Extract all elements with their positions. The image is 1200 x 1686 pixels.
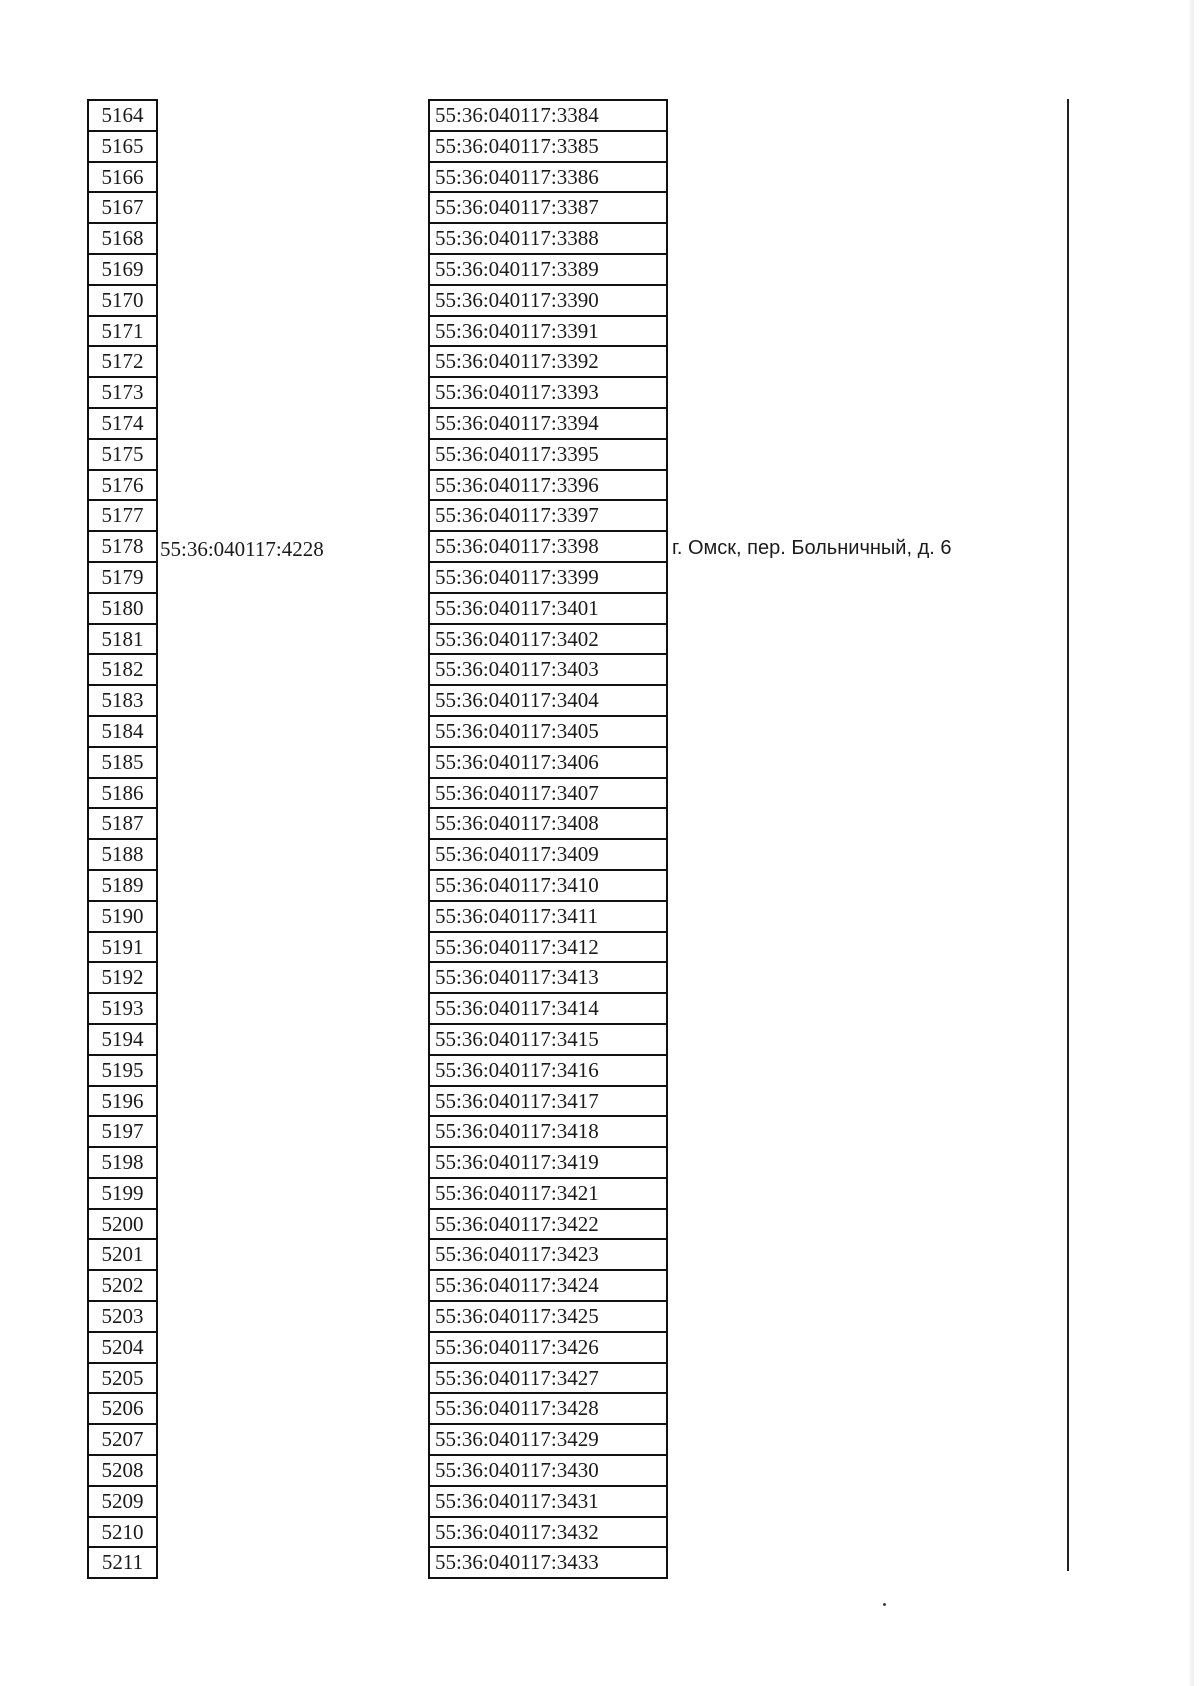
room-cadastral-number: 55:36:040117:3387	[428, 191, 668, 222]
room-cadastral-number: 55:36:040117:3421	[428, 1177, 668, 1208]
room-cadastral-number: 55:36:040117:3403	[428, 653, 668, 684]
row-number: 5181	[87, 623, 158, 654]
room-cadastral-number: 55:36:040117:3429	[428, 1423, 668, 1454]
row-number: 5206	[87, 1392, 158, 1423]
row-number: 5165	[87, 130, 158, 161]
room-cadastral-number: 55:36:040117:3409	[428, 838, 668, 869]
row-number: 5179	[87, 561, 158, 592]
room-cadastral-number: 55:36:040117:3389	[428, 253, 668, 284]
row-number: 5180	[87, 592, 158, 623]
row-number: 5186	[87, 777, 158, 808]
row-number: 5164	[87, 99, 158, 130]
room-cadastral-number: 55:36:040117:3425	[428, 1300, 668, 1331]
room-cadastral-number: 55:36:040117:3417	[428, 1085, 668, 1116]
room-cadastral-number: 55:36:040117:3396	[428, 469, 668, 500]
row-number: 5191	[87, 931, 158, 962]
row-number: 5194	[87, 1023, 158, 1054]
room-cadastral-number: 55:36:040117:3388	[428, 222, 668, 253]
row-number: 5201	[87, 1238, 158, 1269]
room-cadastral-number: 55:36:040117:3393	[428, 376, 668, 407]
room-cadastral-number: 55:36:040117:3415	[428, 1023, 668, 1054]
room-cadastral-number: 55:36:040117:3430	[428, 1454, 668, 1485]
room-cadastral-number: 55:36:040117:3413	[428, 961, 668, 992]
room-cadastral-number: 55:36:040117:3386	[428, 161, 668, 192]
row-number: 5204	[87, 1331, 158, 1362]
row-number: 5196	[87, 1085, 158, 1116]
row-number: 5207	[87, 1423, 158, 1454]
room-cadastral-number: 55:36:040117:3406	[428, 746, 668, 777]
room-cadastral-number: 55:36:040117:3390	[428, 284, 668, 315]
row-number: 5174	[87, 407, 158, 438]
room-cadastral-number: 55:36:040117:3392	[428, 345, 668, 376]
room-cadastral-number: 55:36:040117:3395	[428, 438, 668, 469]
row-number: 5188	[87, 838, 158, 869]
room-cadastral-number: 55:36:040117:3431	[428, 1485, 668, 1516]
row-number: 5195	[87, 1054, 158, 1085]
row-number: 5192	[87, 961, 158, 992]
row-number: 5208	[87, 1454, 158, 1485]
room-cadastral-number: 55:36:040117:3384	[428, 99, 668, 130]
room-cadastral-number: 55:36:040117:3394	[428, 407, 668, 438]
scan-speck	[883, 1603, 886, 1606]
room-cadastral-number: 55:36:040117:3428	[428, 1392, 668, 1423]
room-cadastral-number: 55:36:040117:3405	[428, 715, 668, 746]
room-cadastral-number: 55:36:040117:3385	[428, 130, 668, 161]
row-number: 5203	[87, 1300, 158, 1331]
room-cadastral-number: 55:36:040117:3418	[428, 1115, 668, 1146]
building-cadastral-number: 55:36:040117:4228	[160, 537, 324, 561]
row-number: 5198	[87, 1146, 158, 1177]
row-number: 5175	[87, 438, 158, 469]
room-cadastral-number: 55:36:040117:3401	[428, 592, 668, 623]
row-number: 5183	[87, 684, 158, 715]
room-cadastral-number: 55:36:040117:3416	[428, 1054, 668, 1085]
room-cadastral-number: 55:36:040117:3419	[428, 1146, 668, 1177]
row-number: 5170	[87, 284, 158, 315]
row-number: 5169	[87, 253, 158, 284]
room-cadastral-number: 55:36:040117:3399	[428, 561, 668, 592]
row-number: 5185	[87, 746, 158, 777]
table-right-border	[1067, 99, 1069, 1571]
row-number: 5189	[87, 869, 158, 900]
row-number: 5210	[87, 1516, 158, 1547]
room-cadastral-number: 55:36:040117:3423	[428, 1238, 668, 1269]
room-cadastral-number: 55:36:040117:3433	[428, 1546, 668, 1577]
room-cadastral-number: 55:36:040117:3410	[428, 869, 668, 900]
room-cadastral-number: 55:36:040117:3426	[428, 1331, 668, 1362]
row-number: 5166	[87, 161, 158, 192]
row-number: 5184	[87, 715, 158, 746]
room-cadastral-number: 55:36:040117:3412	[428, 931, 668, 962]
row-number: 5199	[87, 1177, 158, 1208]
row-number: 5193	[87, 992, 158, 1023]
row-number: 5182	[87, 653, 158, 684]
row-number: 5178	[87, 530, 158, 561]
room-cadastral-column	[428, 99, 668, 1579]
row-number: 5167	[87, 191, 158, 222]
row-number: 5209	[87, 1485, 158, 1516]
row-number: 5173	[87, 376, 158, 407]
row-number: 5202	[87, 1269, 158, 1300]
row-number: 5176	[87, 469, 158, 500]
row-number: 5200	[87, 1208, 158, 1239]
row-number: 5168	[87, 222, 158, 253]
row-number: 5190	[87, 900, 158, 931]
row-number: 5172	[87, 345, 158, 376]
scan-edge-shadow	[1188, 0, 1194, 1686]
room-cadastral-number: 55:36:040117:3414	[428, 992, 668, 1023]
row-number: 5171	[87, 315, 158, 346]
room-cadastral-number: 55:36:040117:3402	[428, 623, 668, 654]
row-number: 5197	[87, 1115, 158, 1146]
room-cadastral-number: 55:36:040117:3397	[428, 499, 668, 530]
row-number: 5205	[87, 1362, 158, 1393]
room-cadastral-number: 55:36:040117:3398	[428, 530, 668, 561]
row-number: 5177	[87, 499, 158, 530]
room-cadastral-number: 55:36:040117:3408	[428, 807, 668, 838]
room-cadastral-number: 55:36:040117:3422	[428, 1208, 668, 1239]
room-cadastral-number: 55:36:040117:3391	[428, 315, 668, 346]
address: г. Омск, пер. Больничный, д. 6	[672, 537, 952, 559]
row-number: 5211	[87, 1546, 158, 1577]
room-cadastral-number: 55:36:040117:3407	[428, 777, 668, 808]
room-cadastral-number: 55:36:040117:3411	[428, 900, 668, 931]
row-number: 5187	[87, 807, 158, 838]
room-cadastral-number: 55:36:040117:3404	[428, 684, 668, 715]
room-cadastral-number: 55:36:040117:3424	[428, 1269, 668, 1300]
row-number-column	[87, 99, 158, 1579]
room-cadastral-number: 55:36:040117:3432	[428, 1516, 668, 1547]
room-cadastral-number: 55:36:040117:3427	[428, 1362, 668, 1393]
